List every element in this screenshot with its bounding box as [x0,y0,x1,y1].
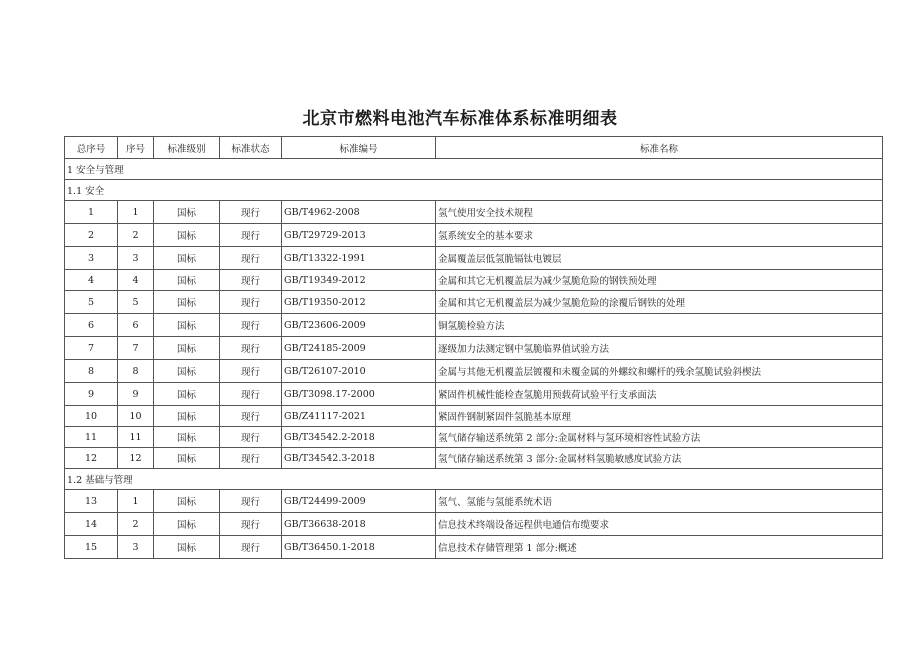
cell-code: GB/T24185-2009 [282,337,436,360]
header-level: 标准级别 [154,137,220,159]
cell-level: 国标 [154,490,220,513]
header-name: 标准名称 [436,137,883,159]
cell-total-no: 10 [65,406,118,427]
cell-no: 3 [118,536,154,559]
cell-level: 国标 [154,224,220,247]
cell-total-no: 1 [65,201,118,224]
cell-code: GB/T3098.17-2000 [282,383,436,406]
cell-code: GB/T23606-2009 [282,314,436,337]
cell-level: 国标 [154,360,220,383]
cell-status: 现行 [220,383,282,406]
cell-no: 3 [118,247,154,270]
table-row [65,291,883,314]
cell-status: 现行 [220,406,282,427]
cell-name: 氢气使用安全技术规程 [436,201,883,224]
cell-code: GB/T29729-2013 [282,224,436,247]
cell-code: GB/T24499-2009 [282,490,436,513]
cell-no: 9 [118,383,154,406]
page-title: 北京市燃料电池汽车标准体系标准明细表 [302,109,618,129]
cell-total-no: 7 [65,337,118,360]
cell-no: 4 [118,270,154,291]
cell-status: 现行 [220,270,282,291]
table-row [65,490,883,513]
section-row [65,469,883,490]
cell-code: GB/T26107-2010 [282,360,436,383]
cell-level: 国标 [154,427,220,448]
cell-level: 国标 [154,201,220,224]
table-row [65,427,883,448]
table-row [65,513,883,536]
cell-status: 现行 [220,427,282,448]
cell-code: GB/T36450.1-2018 [282,536,436,559]
cell-name: 氢气储存输送系统第 3 部分:金属材料氢脆敏感度试验方法 [436,448,883,469]
cell-total-no: 14 [65,513,118,536]
cell-no: 2 [118,513,154,536]
cell-status: 现行 [220,247,282,270]
cell-status: 现行 [220,448,282,469]
section-label: 1.2 基础与管理 [65,469,883,490]
cell-name: 氢气储存输送系统第 2 部分:金属材料与氢环境相容性试验方法 [436,427,883,448]
cell-code: GB/T13322-1991 [282,247,436,270]
cell-status: 现行 [220,536,282,559]
cell-total-no: 5 [65,291,118,314]
section-label: 1.1 安全 [65,180,883,201]
cell-level: 国标 [154,291,220,314]
cell-total-no: 13 [65,490,118,513]
cell-status: 现行 [220,513,282,536]
cell-status: 现行 [220,314,282,337]
cell-code: GB/T19349-2012 [282,270,436,291]
section-label: 1 安全与管理 [65,159,883,180]
cell-no: 5 [118,291,154,314]
cell-name: 信息技术终端设备远程供电通信布缆要求 [436,513,883,536]
cell-no: 1 [118,490,154,513]
cell-code: GB/T36638-2018 [282,513,436,536]
cell-name: 金属和其它无机覆盖层为减少氢脆危险的涂覆后钢铁的处理 [436,291,883,314]
cell-total-no: 12 [65,448,118,469]
cell-level: 国标 [154,337,220,360]
cell-no: 8 [118,360,154,383]
cell-name: 金属和其它无机覆盖层为减少氢脆危险的钢铁预处理 [436,270,883,291]
cell-total-no: 2 [65,224,118,247]
cell-level: 国标 [154,448,220,469]
table-row [65,536,883,559]
section-row [65,180,883,201]
header-no: 序号 [118,137,154,159]
cell-total-no: 11 [65,427,118,448]
standards-table [64,136,883,559]
table-row [65,406,883,427]
cell-name: 氢气、氢能与氢能系统术语 [436,490,883,513]
table-row [65,337,883,360]
cell-code: GB/Z41117-2021 [282,406,436,427]
header-total-no: 总序号 [65,137,118,159]
table-row [65,314,883,337]
cell-name: 铜氢脆检验方法 [436,314,883,337]
cell-code: GB/T34542.3-2018 [282,448,436,469]
cell-name: 信息技术存储管理第 1 部分:概述 [436,536,883,559]
table-row [65,448,883,469]
cell-status: 现行 [220,337,282,360]
cell-name: 金属与其他无机覆盖层镀覆和未覆金属的外螺纹和螺杆的残余氢脆试验斜楔法 [436,360,883,383]
cell-name: 紧固件机械性能检查氢脆用预载荷试验平行支承面法 [436,383,883,406]
cell-total-no: 3 [65,247,118,270]
cell-code: GB/T4962-2008 [282,201,436,224]
cell-level: 国标 [154,247,220,270]
cell-status: 现行 [220,360,282,383]
table-row [65,247,883,270]
header-code: 标准编号 [282,137,436,159]
cell-no: 7 [118,337,154,360]
table-row [65,360,883,383]
cell-status: 现行 [220,490,282,513]
cell-status: 现行 [220,201,282,224]
cell-total-no: 6 [65,314,118,337]
cell-no: 2 [118,224,154,247]
cell-no: 6 [118,314,154,337]
cell-name: 氢系统安全的基本要求 [436,224,883,247]
cell-code: GB/T34542.2-2018 [282,427,436,448]
cell-status: 现行 [220,291,282,314]
cell-no: 12 [118,448,154,469]
cell-total-no: 4 [65,270,118,291]
table-row [65,224,883,247]
table-row [65,270,883,291]
cell-name: 金属覆盖层低氢脆镉钛电镀层 [436,247,883,270]
header-status: 标准状态 [220,137,282,159]
table-row [65,201,883,224]
cell-total-no: 15 [65,536,118,559]
cell-name: 逐级加力法测定钢中氢脆临界值试验方法 [436,337,883,360]
cell-level: 国标 [154,314,220,337]
cell-name: 紧固件钢制紧固件氢脆基本原理 [436,406,883,427]
cell-level: 国标 [154,513,220,536]
cell-level: 国标 [154,406,220,427]
cell-status: 现行 [220,224,282,247]
cell-level: 国标 [154,270,220,291]
cell-total-no: 8 [65,360,118,383]
cell-no: 10 [118,406,154,427]
cell-no: 11 [118,427,154,448]
section-row [65,159,883,180]
table-header-row [65,137,883,159]
cell-code: GB/T19350-2012 [282,291,436,314]
cell-total-no: 9 [65,383,118,406]
table-body [65,159,883,559]
cell-no: 1 [118,201,154,224]
cell-level: 国标 [154,383,220,406]
cell-level: 国标 [154,536,220,559]
table-row [65,383,883,406]
